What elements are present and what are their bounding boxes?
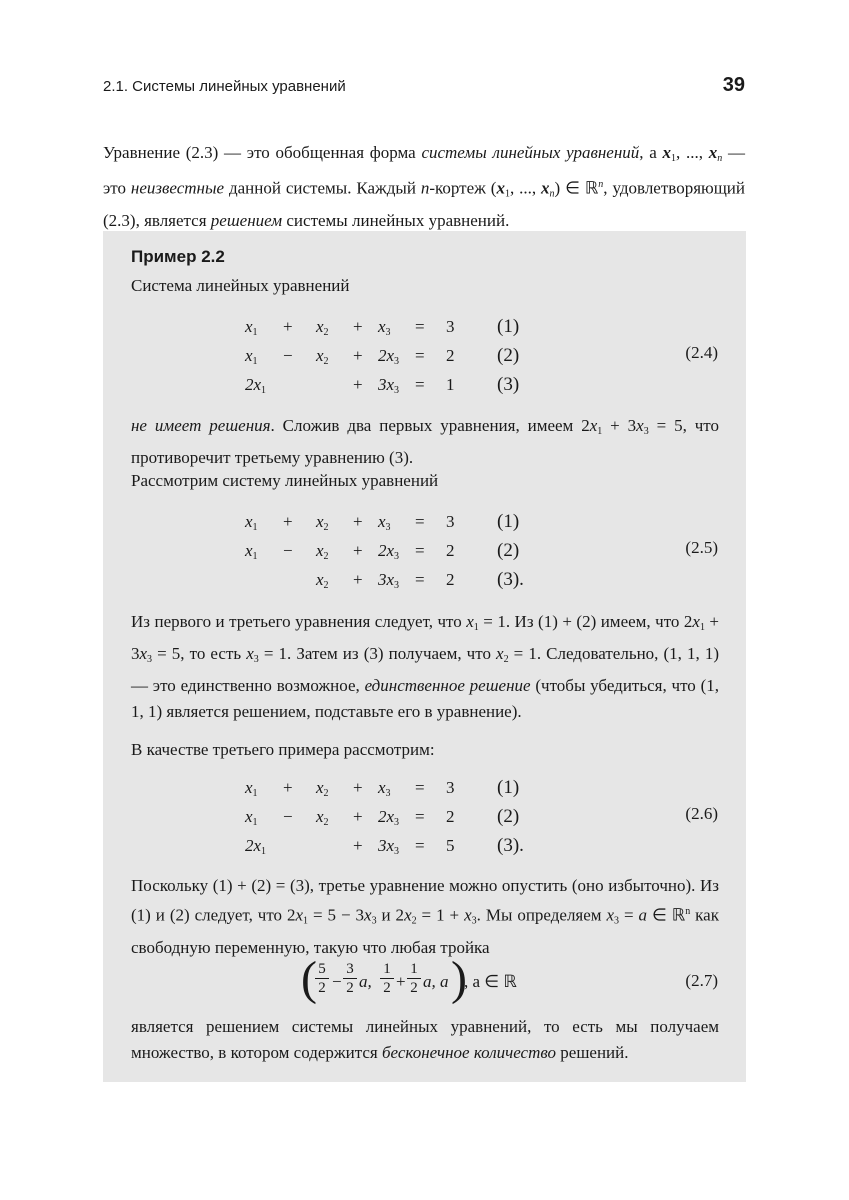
equation-number: (2.5) bbox=[685, 538, 718, 557]
example-text: является решением системы линейных уравнений, то есть мы получаем множество, в котором содержится бесконечное количество решений. bbox=[131, 1017, 719, 1062]
example-box: Пример 2.2 Система линейных уравнений $x_1$ + $x_2$ + $x_3$ = 3 (1) $x_1$ − $x_2$ + $2x_3$ = 2 (2) $2x_1$ + $3x_3$ = 1 (3) (2.4) не имеет решения. Сложив два первых уравнения, имеем $2x_1 + 3x_3 = 5$, что противоречит третьему уравнению (3). Рассмотрим систему линейных уравнений $x_1$ + $x_2$ + $x_3$ = 3 (1) $x_1$ − $x_2$ + $2x_3$ = 2 (2) $x_2$ + $3x_3$ = 2 (3). (2.5) Из первого и третьего уравнения следует, что $x_1 = 1$. Из (1) + (2) имеем, что $2x_1 + 3x_3 = 5$, то есть $x_3 = 1$. Затем из (3) получаем, что $x_2 = 1$. Следовательно, (1, 1, 1) — это единственно возможное, единственное решение (чтобы убедиться, что (1, 1, 1) является решением, подставьте его в уравнение). В качестве третьего примера рассмотрим: $x_1$ + $x_2$ + $x_3$ = 3 (1) $x_1$ − $x_2$ + $2x_3$ = 2 (2) $2x_1$ + $3x_3$ = 5 (3). (2.6) Поскольку (1) + (2) = (3), третье уравнение можно опустить (оно избыточно). Из (1) и (2) следует, что $2x_1 = 5 - 3x_3$ и $2x_2 = 1 + x_3$. Мы определяем $x_3 = a$ ∈ ℝ$^n$ как свободную переменную, такую что любая тройка ( $\frac{5}{2}$ − $\frac{3}{2}$ a, $\frac{1}{2}$ + $\frac{1}{2}$ a, a ) , a ∈ ℝ (2.7) является решением системы линейных уравнений, то есть мы получаем множество, в котором содержится бесконечное количество решений. bbox=[103, 231, 746, 1082]
equation-number: (2.4) bbox=[685, 343, 718, 362]
equation-number: (2.7) bbox=[685, 971, 718, 990]
running-head bbox=[103, 76, 745, 100]
example-text: В качестве третьего примера рассмотрим: bbox=[131, 740, 435, 759]
intro-paragraph: Уравнение (2.3) — это обобщенная форма системы линейных уравнений, а $x_1$, ..., $x_n$ — это неизвестные данной системы. Каждый n-кортеж ($x_1$, ..., $x_n$) ∈ ℝ$^n$, удовлетворяющий (2.3), является решением системы линейных уравнений. bbox=[103, 143, 746, 230]
example-text: Система линейных уравнений bbox=[131, 276, 350, 295]
page-number: 39 bbox=[722, 74, 745, 96]
equation-number: (2.6) bbox=[685, 804, 718, 823]
example-text: Поскольку (1) + (2) = (3), третье уравнение можно опустить (оно избыточно). Из (1) и (2) следует, что $2x_1 = 5 - 3x_3$ и $2x_2 = 1 + x_3$. Мы определяем $x_3 = a$ ∈ ℝ$^n$ как свободную переменную, такую что любая тройка bbox=[131, 876, 719, 957]
example-title: Пример 2.2 bbox=[131, 247, 225, 266]
example-text: не имеет решения. Сложив два первых уравнения, имеем $2x_1 + 3x_3 = 5$, что противоречит третьему уравнению (3). bbox=[131, 416, 719, 467]
section-title: 2.1. Системы линейных уравнений bbox=[103, 78, 346, 95]
example-text: Из первого и третьего уравнения следует, что $x_1 = 1$. Из (1) + (2) имеем, что $2x_1 + 3x_3 = 5$, то есть $x_3 = 1$. Затем из (3) получаем, что $x_2 = 1$. Следовательно, (1, 1, 1) — это единственно возможное, единственное решение (чтобы убедиться, что (1, 1, 1) является решением, подставьте его в уравнение). bbox=[131, 612, 720, 721]
example-text: Рассмотрим систему линейных уравнений bbox=[131, 471, 439, 490]
